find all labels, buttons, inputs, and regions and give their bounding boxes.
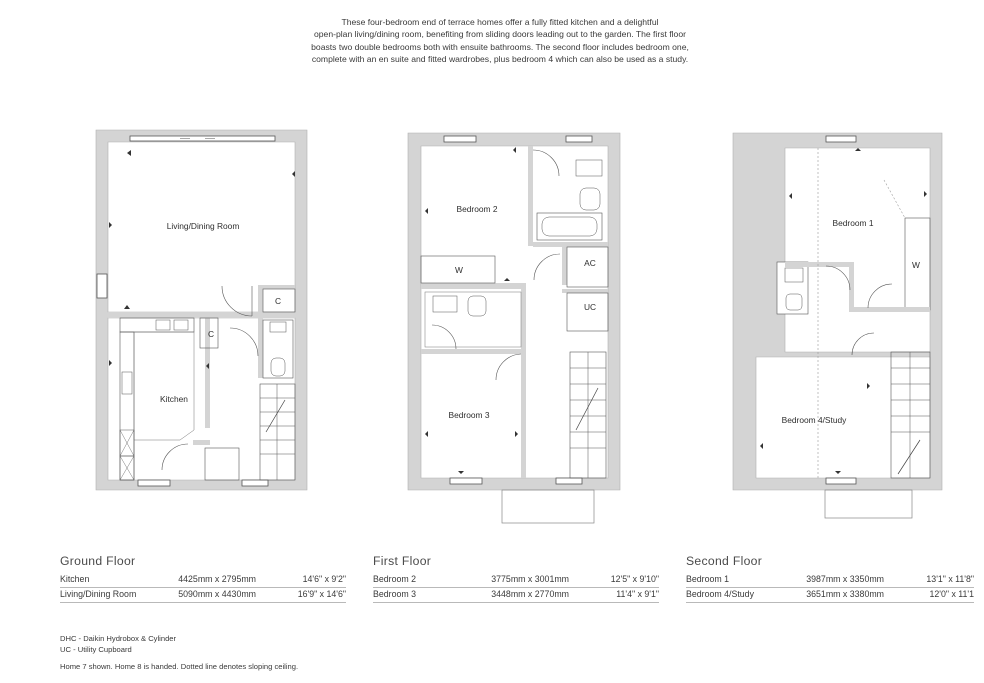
table-row xyxy=(686,573,974,588)
intro-line: complete with an en suite and fitted wardrobes, plus bedroom 4 which can also be used as a study. xyxy=(311,54,689,65)
room-label-bedroom-2: Bedroom 2 xyxy=(456,204,498,214)
ground-floor-schedule xyxy=(60,554,346,603)
room-label-uc: UC xyxy=(583,302,597,312)
room-label-wardrobe: W xyxy=(912,260,920,270)
room-name: Bedroom 2 xyxy=(373,574,417,584)
room-size-metric: 3987mm x 3350mm xyxy=(806,574,884,584)
room-label-ac: AC xyxy=(584,258,596,268)
second-floor-schedule xyxy=(686,554,974,603)
schedule-title: Second Floor xyxy=(686,554,763,568)
schedule-title: Ground Floor xyxy=(60,554,136,568)
intro-line: boasts two double bedrooms both with ensuite bathrooms. The second floor includes bedroom one, xyxy=(311,41,689,52)
room-size-imperial: 12'0" x 11'1 xyxy=(929,589,974,599)
table-row xyxy=(60,573,346,588)
first-floor-plan xyxy=(408,133,620,523)
room-name: Kitchen xyxy=(60,574,90,584)
room-label-cupboard: C xyxy=(207,329,215,339)
room-size-metric: 3651mm x 3380mm xyxy=(806,589,884,599)
room-size-imperial: 13'1" x 11'8" xyxy=(926,574,974,584)
intro-line: These four-bedroom end of terrace homes offer a fully fitted kitchen and a delightful xyxy=(341,17,659,27)
intro-line: open-plan living/dining room, benefiting from sliding doors leading out to the garden. The first floor xyxy=(314,29,686,40)
second-floor-plan xyxy=(733,133,942,518)
room-label-bedroom-1: Bedroom 1 xyxy=(832,218,874,228)
note-handed: Home 7 shown. Home 8 is handed. Dotted line denotes sloping ceiling. xyxy=(60,662,299,671)
note-dhc: DHC - Daikin Hydrobox & Cylinder xyxy=(60,634,177,643)
table-row xyxy=(60,588,346,603)
table-row xyxy=(373,588,659,603)
first-floor-schedule xyxy=(373,554,659,603)
room-label-cupboard: C xyxy=(274,296,282,306)
room-label-living: Living/Dining Room xyxy=(166,221,240,231)
table-row xyxy=(686,588,974,603)
room-label-bedroom-4: Bedroom 4/Study xyxy=(781,415,847,425)
room-label-kitchen: Kitchen xyxy=(160,394,188,404)
room-size-metric: 5090mm x 4430mm xyxy=(178,589,256,599)
room-size-imperial: 16'9" x 14'6" xyxy=(297,589,346,599)
table-row xyxy=(373,573,659,588)
room-size-metric: 3775mm x 3001mm xyxy=(491,574,569,584)
notes xyxy=(60,633,298,672)
schedule-title: First Floor xyxy=(373,554,432,568)
room-label-bedroom-3: Bedroom 3 xyxy=(448,410,490,420)
room-label-wardrobe: W xyxy=(455,265,463,275)
room-size-metric: 4425mm x 2795mm xyxy=(178,574,256,584)
ground-floor-plan xyxy=(96,130,307,490)
room-name: Living/Dining Room xyxy=(60,589,137,599)
room-name: Bedroom 4/Study xyxy=(686,589,754,599)
room-name: Bedroom 3 xyxy=(373,589,417,599)
room-size-imperial: 12'5" x 9'10" xyxy=(610,574,659,584)
room-size-imperial: 14'6" x 9'2" xyxy=(302,574,346,584)
room-size-imperial: 11'4" x 9'1" xyxy=(616,589,659,599)
room-size-metric: 3448mm x 2770mm xyxy=(491,589,569,599)
note-uc: UC - Utility Cupboard xyxy=(60,645,132,654)
room-name: Bedroom 1 xyxy=(686,574,730,584)
